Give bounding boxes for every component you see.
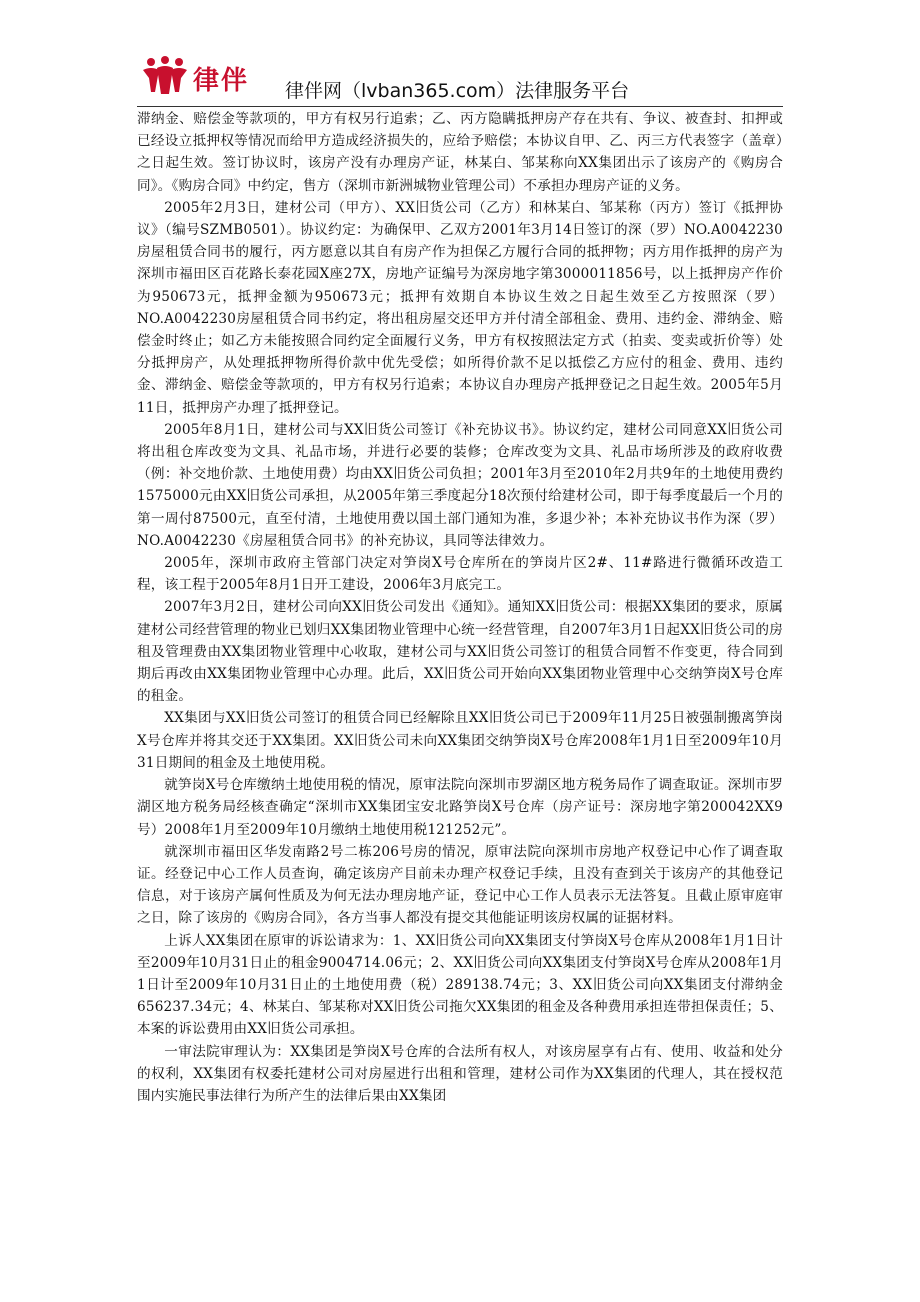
paragraph: 滞纳金、赔偿金等款项的，甲方有权另行追索；乙、丙方隐瞒抵押房产存在共有、争议、被查封、扣押或已经设立抵押权等情况而给甲方造成经济损失的，应给予赔偿；本协议自甲、乙、丙三方代表签字（盖章）之日起生效。签订协议时，该房产没有办理房产证，林某白、邹某称向XX集团出示了该房产的《购房合同》。《购房合同》中约定，售方（深圳市新洲城物业管理公司）不承担办理房产证的义务。	[137, 111, 783, 194]
page-header	[137, 50, 783, 107]
paragraph: 上诉人XX集团在原审的诉讼请求为：1、XX旧货公司向XX集团支付笋岗X号仓库从2008年1月1日计至2009年10月31日止的租金9004714.06元；2、XX旧货公司向XX集团支付笋岗X号仓库从2008年1月1日计至2009年10月31日止的土地使用费（税）289138.74元；3、XX旧货公司向XX集团支付滞纳金656237.34元；4、林某白、邹某称对XX旧货公司拖欠XX集团的租金及各种费用承担连带担保责任；5、本案的诉讼费用由XX旧货公司承担。	[137, 932, 783, 1038]
paragraph: 2005年2月3日，建材公司（甲方）、XX旧货公司（乙方）和林某白、邹某称（丙方）签订《抵押协议》（编号SZMB0501）。协议约定：为确保甲、乙双方2001年3月14日签订的深（罗）NO.A0042230房屋租赁合同书的履行，丙方愿意以其自有房产作为担保乙方履行合同的抵押物；丙方用作抵押的房产为深圳市福田区百花路长泰花园X座27X，房地产证编号为深房地字第3000011856号，以上抵押房产作价为950673元，抵押金额为950673元；抵押有效期自本协议生效之日起生效至乙方按照深（罗）NO.A0042230房屋租赁合同书约定，将出租房屋交还甲方并付清全部租金、费用、违约金、滞纳金、赔偿金时终止；如乙方未能按照合同约定全面履行义务，甲方有权按照法定方式（拍卖、变卖或折价等）处分抵押房产，从处理抵押物所得价款中优先受偿；如所得价款不足以抵偿乙方应付的租金、费用、违约金、滞纳金、赔偿金等款项的，甲方有权另行追索；本协议自办理房产抵押登记之日起生效。2005年5月11日，抵押房产办理了抵押登记。	[137, 199, 783, 416]
paragraph: 就笋岗X号仓库缴纳土地使用税的情况，原审法院向深圳市罗湖区地方税务局作了调查取证。深圳市罗湖区地方税务局经核查确定“深圳市XX集团宝安北路笋岗X号仓库（房产证号：深房地字第200042XX9号）2008年1月至2009年10月缴纳土地使用税121252元”。	[137, 777, 783, 838]
paragraph: 2005年8月1日，建材公司与XX旧货公司签订《补充协议书》。协议约定，建材公司同意XX旧货公司将出租仓库改变为文具、礼品市场，并进行必要的装修；仓库改变为文具、礼品市场所涉及的政府收费（例：补交地价款、土地使用费）均由XX旧货公司负担；2001年3月至2010年2月共9年的土地使用费约1575000元由XX旧货公司承担，从2005年第三季度起分18次预付给建材公司，即于每季度最后一个月的第一周付87500元，直至付清，土地使用费以国土部门通知为准，多退少补；本补充协议书作为深（罗）NO.A0042230《房屋租赁合同书》的补充协议，具同等法律效力。	[137, 421, 783, 549]
paragraph: XX集团与XX旧货公司签订的租赁合同已经解除且XX旧货公司已于2009年11月25日被强制搬离笋岗X号仓库并将其交还于XX集团。XX旧货公司未向XX集团交纳笋岗X号仓库2008年1月1日至2009年10月31日期间的租金及土地使用税。	[137, 710, 783, 771]
paragraph: 就深圳市福田区华发南路2号二栋206号房的情况，原审法院向深圳市房地产权登记中心作了调查取证。经登记中心工作人员查询，确定该房产目前未办理产权登记手续，且没有查到关于该房产的其他登记信息，对于该房产属何性质及为何无法办理房地产证，登记中心工作人员表示无法答复。且截止原审庭审之日，除了该房的《购房合同》，各方当事人都没有提交其他能证明该房权属的证据材料。	[137, 843, 783, 927]
logo-text: 律伴	[193, 66, 250, 96]
lvban-figures-icon	[141, 56, 189, 96]
site-title: 律伴网（lvban365.com）法律服务平台	[285, 80, 630, 102]
document-body	[137, 108, 783, 1107]
paragraph: 2005年，深圳市政府主管部门决定对笋岗X号仓库所在的笋岗片区2#、11#路进行微循环改造工程，该工程于2005年8月1日开工建设，2006年3月底完工。	[137, 555, 783, 594]
paragraph: 2007年3月2日，建材公司向XX旧货公司发出《通知》。通知XX旧货公司：根据XX集团的要求，原属建材公司经营管理的物业已划归XX集团物业管理中心统一经营管理，自2007年3月1日起XX旧货公司的房租及管理费由XX集团物业管理中心收取，建材公司与XX旧货公司签订的租赁合同暂不作变更，待合同到期后再改由XX集团物业管理中心办理。此后，XX旧货公司开始向XX集团物业管理中心交纳笋岗X号仓库的租金。	[137, 599, 783, 705]
lvban-logo	[141, 56, 261, 96]
paragraph: 一审法院审理认为：XX集团是笋岗X号仓库的合法所有权人，对该房屋享有占有、使用、收益和处分的权利，XX集团有权委托建材公司对房屋进行出租和管理，建材公司作为XX集团的代理人，其在授权范围内实施民事法律行为所产生的法律后果由XX集团	[137, 1043, 783, 1104]
